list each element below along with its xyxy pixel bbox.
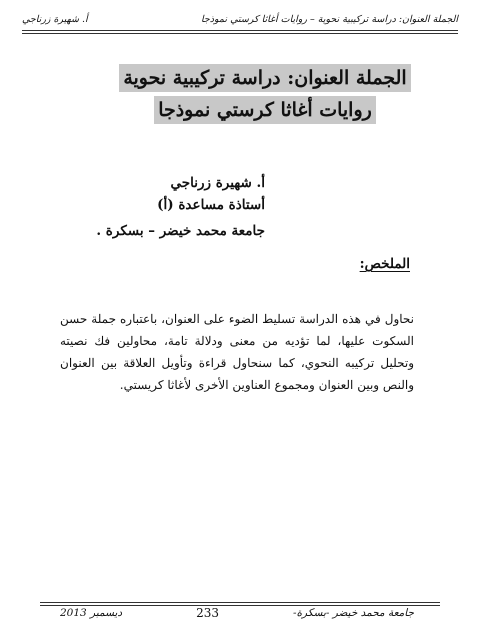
author-position: أستاذة مساعدة (أ) [157,197,265,213]
running-header [22,10,458,28]
author-affiliation: جامعة محمد خيضر – بسكرة . [96,223,265,239]
abstract-text: نحاول في هذه الدراسة تسليط الضوء على العنوان، باعتباره جملة حسن السكوت عليها، لما تؤديه من معنى ودلالة تامة، محاولين فك نصيته وتحليل تركيبه النحوي، كما سنحاول قراءة وتأويل العلاقة بين العنوان والنص وبين العنوان ومجموع العناوين الأخرى لأغاثا كريستي. [60,312,414,392]
title-line-2: روايات أغاثا كرستي نموذجا [154,96,376,124]
footer-date: ديسمبر 2013 [60,607,123,619]
author-block [96,172,265,242]
running-footer [60,606,414,620]
header-author: أ. شهيرة زرناجي [22,13,88,25]
header-rule [22,30,458,34]
abstract-heading: الملخص: [359,256,410,272]
title-line-1: الجملة العنوان: دراسة تركيبية نحوية [119,64,410,92]
footer-journal: جامعة محمد خيضر -بسكرة- [292,607,414,619]
page-number: 233 [196,606,219,620]
article-title [90,62,440,126]
author-name: أ. شهيرة زرناجي [170,175,265,191]
header-article-title: الجملة العنوان: دراسة تركيبية نحوية – روايات أغاثا كرستي نموذجا [201,13,458,25]
